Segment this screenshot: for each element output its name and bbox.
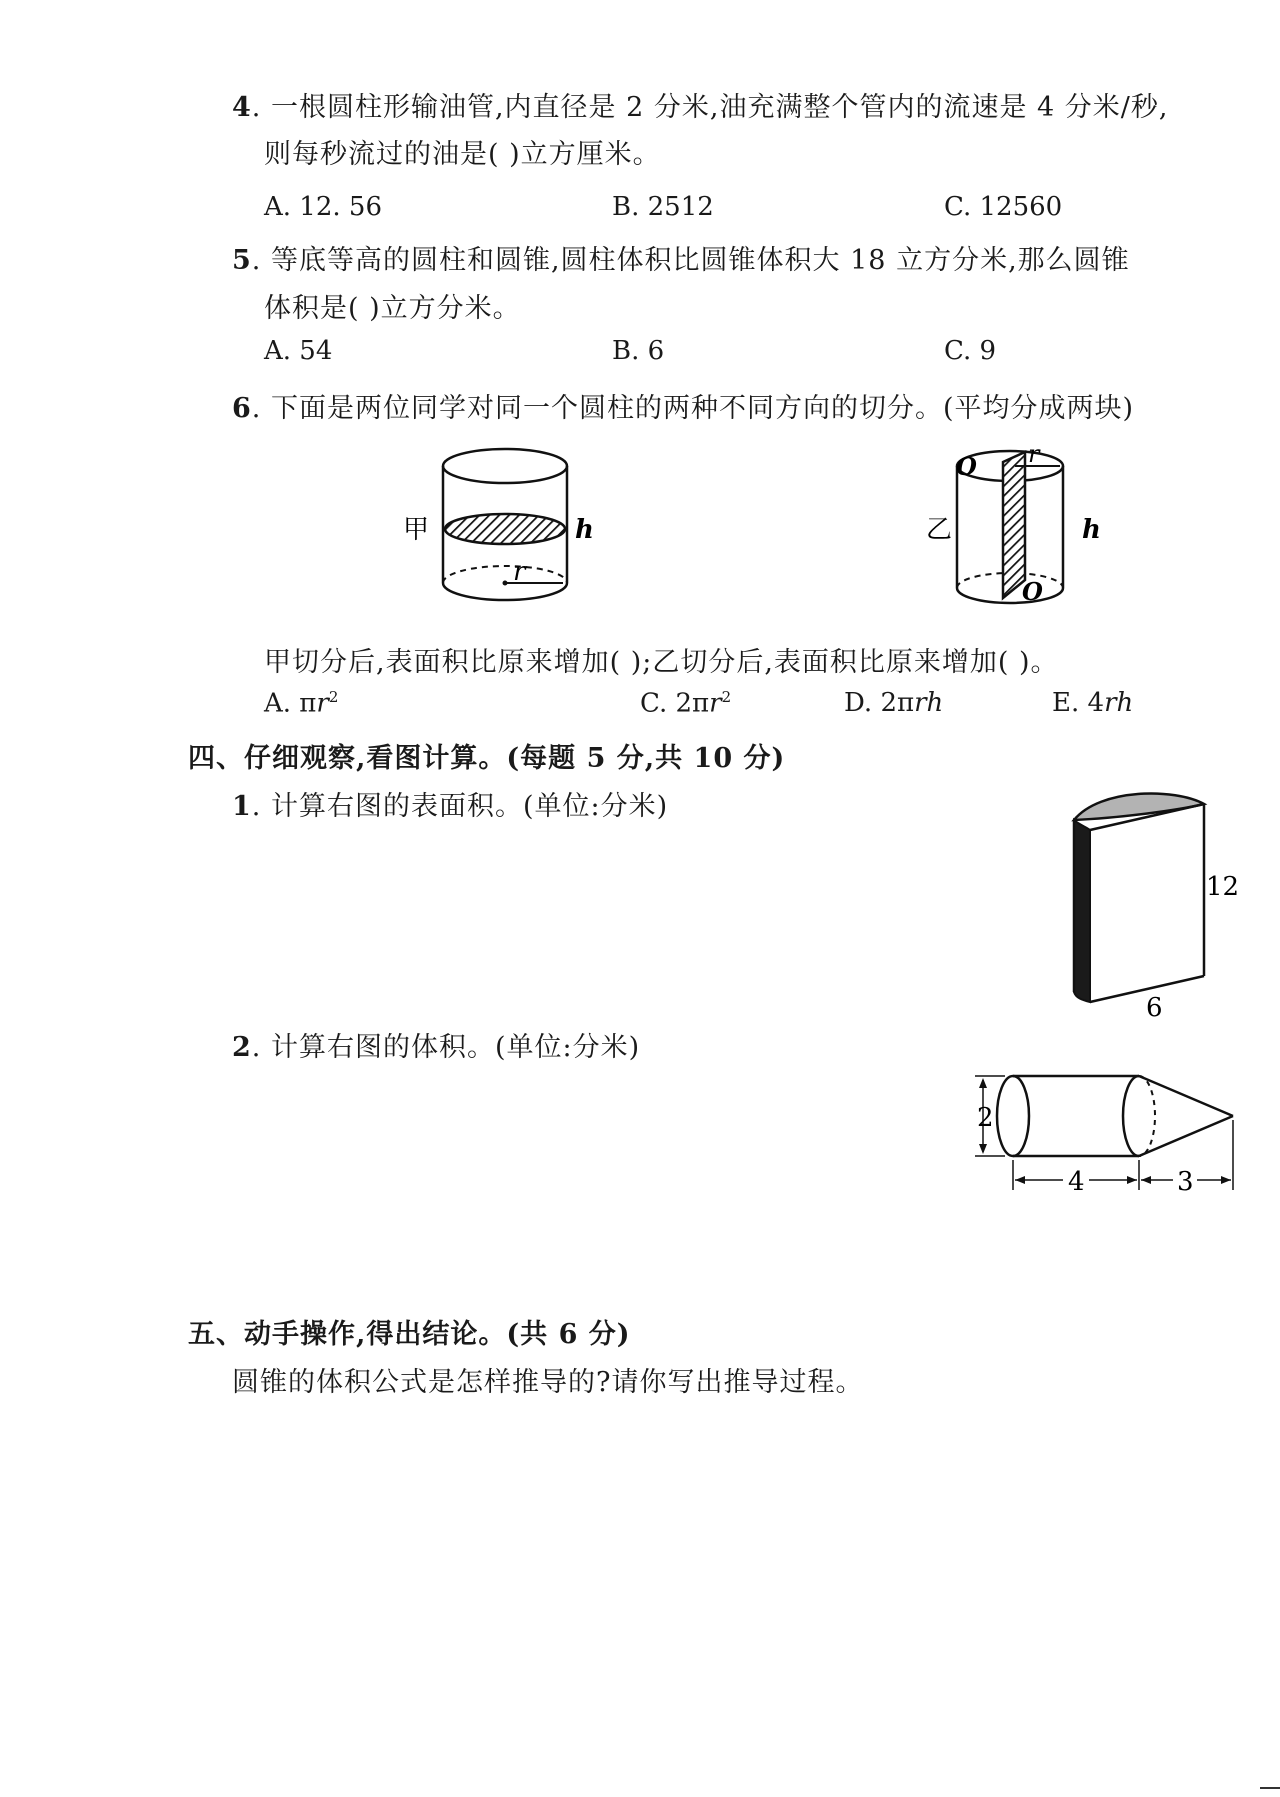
- yi-r-label: r: [1028, 440, 1040, 468]
- section5-title: 五、动手操作,得出结论。(共 6 分): [188, 1319, 631, 1350]
- yi-o-top-label: O: [956, 452, 977, 481]
- cylinder-jia-figure: [395, 440, 595, 615]
- half-cylinder-figure: [1060, 780, 1260, 1020]
- q4-line1: 4. 一根圆柱形输油管,内直径是 2 分米,油充满整个管内的流速是 4 分米/秒,: [232, 92, 1169, 123]
- q5-line2: 体积是( )立方分米。: [264, 293, 521, 324]
- q4-line2: 则每秒流过的油是( )立方厘米。: [264, 139, 661, 170]
- q5-option-c: C. 9: [944, 336, 997, 366]
- yi-label: 乙: [926, 515, 953, 545]
- q4-option-a: A. 12. 56: [264, 192, 383, 222]
- section5-text: 圆锥的体积公式是怎样推导的?请你写出推导过程。: [232, 1367, 864, 1398]
- yi-o-bottom-label: O: [1022, 577, 1043, 606]
- cyl-diameter-label: 2: [977, 1103, 994, 1133]
- cylinder-cone-figure: [965, 1062, 1245, 1202]
- q4-number: 4: [232, 92, 252, 123]
- jia-h-label: h: [575, 515, 594, 545]
- q6-option-e: E. 4rh: [1052, 688, 1134, 718]
- q6-option-c: C. $2\pi r^2$: [640, 688, 732, 719]
- cone-length-label: 3: [1177, 1167, 1194, 1197]
- q6-line1: 6. 下面是两位同学对同一个圆柱的两种不同方向的切分。(平均分成两块): [232, 393, 1135, 424]
- q6-option-d: D. 2πrh: [844, 688, 944, 718]
- q6-option-a: A. $\pi r^2$: [264, 688, 339, 719]
- q5-option-a: A. 54: [264, 336, 333, 366]
- jia-label: 甲: [403, 515, 430, 545]
- q5-line1: 5. 等底等高的圆柱和圆锥,圆柱体积比圆锥体积大 18 立方分米,那么圆锥: [232, 245, 1130, 276]
- q6-answer-line: 甲切分后,表面积比原来增加( );乙切分后,表面积比原来增加( )。: [264, 647, 1059, 678]
- q6-number: 6: [232, 393, 252, 424]
- cyl-length-label: 4: [1068, 1167, 1085, 1197]
- page-edge-mark: [1260, 1787, 1280, 1789]
- half-cylinder-width-label: 6: [1146, 993, 1163, 1020]
- q5-number: 5: [232, 245, 252, 276]
- q4-option-b: B. 2512: [612, 192, 714, 222]
- section4-item1: 1. 计算右图的表面积。(单位:分米): [232, 791, 669, 822]
- q4-option-c: C. 12560: [944, 192, 1063, 222]
- section4-item2: 2. 计算右图的体积。(单位:分米): [232, 1032, 641, 1063]
- yi-h-label: h: [1082, 515, 1101, 545]
- half-cylinder-height-label: 12: [1206, 872, 1240, 902]
- q5-option-b: B. 6: [612, 336, 665, 366]
- cylinder-yi-figure: [920, 440, 1120, 615]
- jia-r-label: r: [513, 557, 526, 587]
- section4-title: 四、仔细观察,看图计算。(每题 5 分,共 10 分): [188, 743, 786, 774]
